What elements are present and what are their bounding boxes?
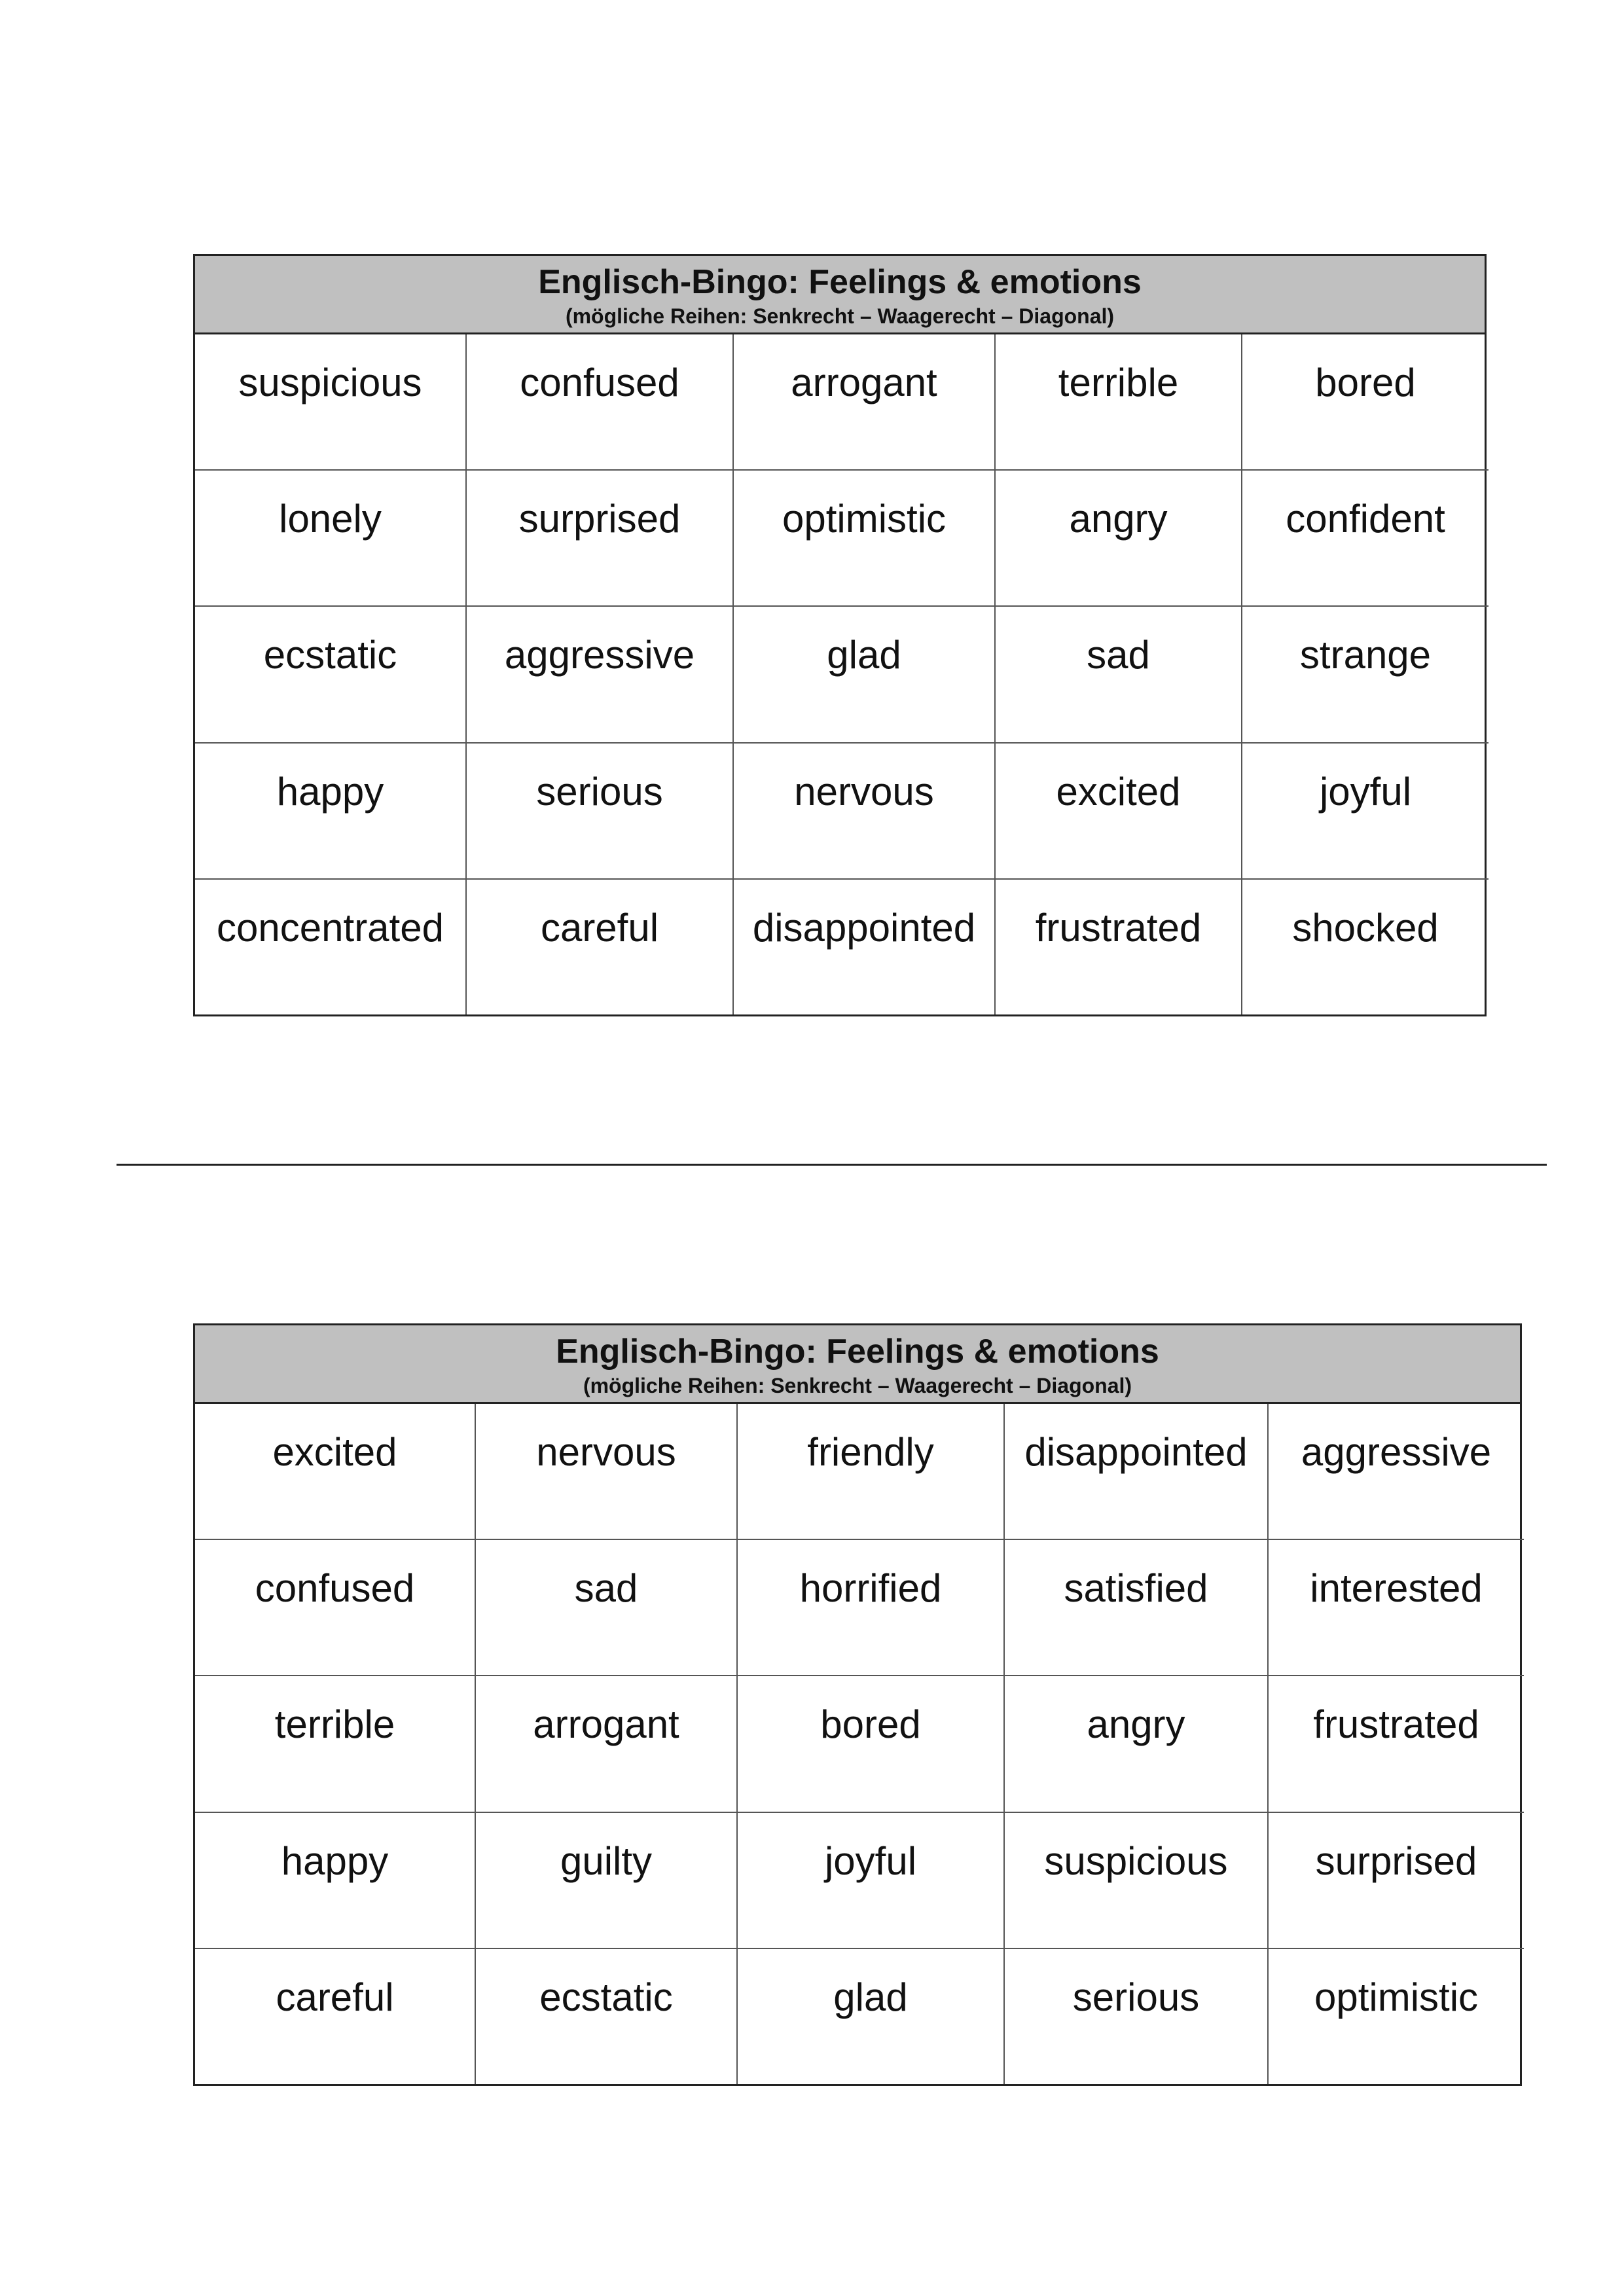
bingo-cell: frustrated [995,879,1242,1014]
bingo-cell: joyful [737,1812,1004,1949]
bingo-cell: arrogant [475,1676,737,1812]
bingo-card-2 [193,1323,1522,2086]
bingo-cell: confused [466,334,733,470]
grid-row [195,606,1489,743]
bingo-cell: excited [195,1404,475,1539]
card-header [195,1325,1520,1404]
bingo-cell: ecstatic [195,606,466,743]
bingo-cell: suspicious [195,334,466,470]
grid-row [195,1404,1524,1539]
bingo-cell: serious [466,743,733,880]
bingo-cell: bored [1242,334,1489,470]
bingo-cell: nervous [475,1404,737,1539]
bingo-cell: optimistic [733,470,995,607]
bingo-cell: arrogant [733,334,995,470]
bingo-cell: terrible [995,334,1242,470]
bingo-cell: excited [995,743,1242,880]
card-subtitle: (mögliche Reihen: Senkrecht – Waagerecht – Diagonal) [565,304,1115,328]
bingo-cell: concentrated [195,879,466,1014]
bingo-grid [195,334,1489,1014]
bingo-cell: ecstatic [475,1948,737,2084]
cut-line [117,1164,1547,1166]
bingo-card-1 [193,254,1487,1016]
bingo-cell: nervous [733,743,995,880]
bingo-cell: angry [995,470,1242,607]
grid-row [195,1812,1524,1949]
bingo-cell: disappointed [733,879,995,1014]
bingo-cell: careful [195,1948,475,2084]
grid-row [195,879,1489,1014]
grid-row [195,1539,1524,1676]
bingo-cell: careful [466,879,733,1014]
bingo-cell: surprised [466,470,733,607]
bingo-cell: strange [1242,606,1489,743]
bingo-cell: surprised [1268,1812,1524,1949]
bingo-cell: satisfied [1004,1539,1268,1676]
bingo-cell: happy [195,1812,475,1949]
bingo-cell: shocked [1242,879,1489,1014]
grid-row [195,1948,1524,2084]
bingo-cell: frustrated [1268,1676,1524,1812]
bingo-cell: bored [737,1676,1004,1812]
bingo-cell: happy [195,743,466,880]
bingo-cell: friendly [737,1404,1004,1539]
bingo-cell: confused [195,1539,475,1676]
card-header [195,256,1485,334]
bingo-cell: confident [1242,470,1489,607]
bingo-cell: aggressive [466,606,733,743]
bingo-cell: interested [1268,1539,1524,1676]
card-title: Englisch-Bingo: Feelings & emotions [538,263,1142,301]
grid-row [195,743,1489,880]
bingo-cell: sad [995,606,1242,743]
bingo-cell: terrible [195,1676,475,1812]
bingo-cell: glad [733,606,995,743]
bingo-cell: sad [475,1539,737,1676]
grid-row [195,470,1489,607]
bingo-cell: optimistic [1268,1948,1524,2084]
bingo-cell: guilty [475,1812,737,1949]
grid-row [195,1676,1524,1812]
card-title: Englisch-Bingo: Feelings & emotions [556,1333,1159,1371]
bingo-cell: lonely [195,470,466,607]
bingo-cell: angry [1004,1676,1268,1812]
bingo-cell: disappointed [1004,1404,1268,1539]
grid-row [195,334,1489,470]
bingo-cell: suspicious [1004,1812,1268,1949]
bingo-cell: joyful [1242,743,1489,880]
bingo-grid [195,1404,1524,2084]
bingo-cell: glad [737,1948,1004,2084]
bingo-cell: serious [1004,1948,1268,2084]
bingo-cell: horrified [737,1539,1004,1676]
card-subtitle: (mögliche Reihen: Senkrecht – Waagerecht – Diagonal) [583,1374,1132,1397]
bingo-cell: aggressive [1268,1404,1524,1539]
